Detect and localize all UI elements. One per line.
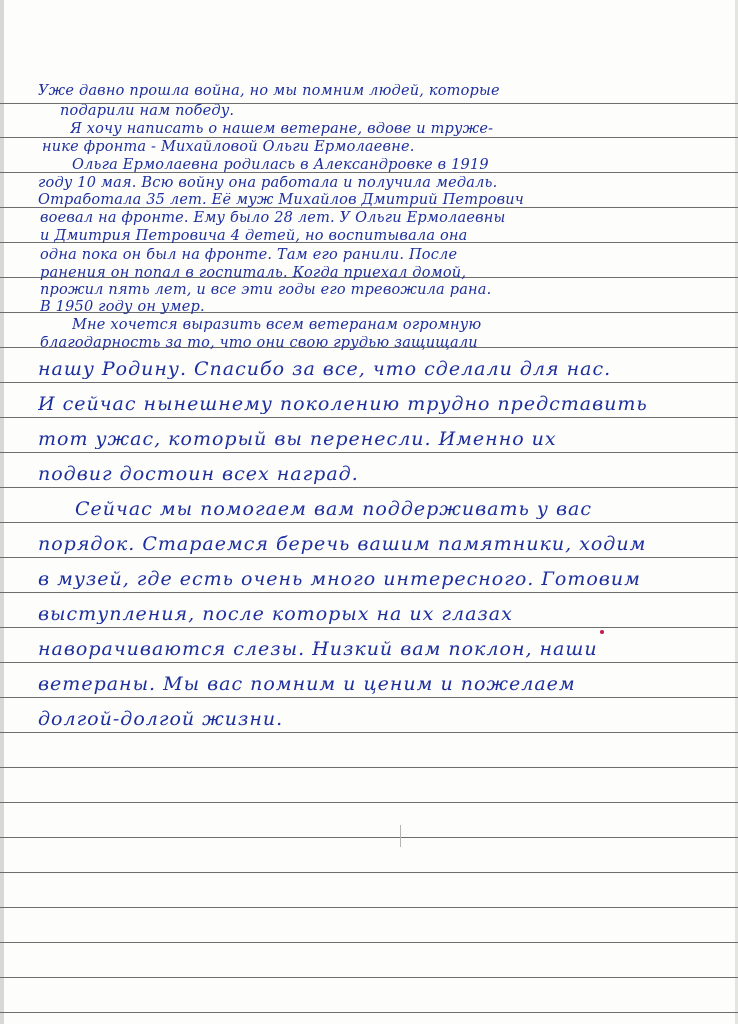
text-line-2: подарили нам победу. (60, 104, 235, 119)
text-line-19: подвиг достоин всех наград. (38, 465, 359, 484)
text-line-22: в музей, где есть очень много интересного. Готовим (38, 570, 641, 589)
ruled-line (0, 452, 738, 453)
text-line-17: И сейчас нынешнему поколению трудно представить (38, 395, 648, 414)
text-line-6: году 10 мая. Всю войну она работала и получила медаль. (38, 176, 498, 191)
ruled-line (0, 942, 738, 943)
ruled-line (0, 697, 738, 698)
text-line-25: ветераны. Мы вас помним и ценим и пожелаем (38, 675, 576, 694)
text-line-20: Сейчас мы помогаем вам поддерживать у вас (75, 500, 593, 519)
ruled-line (0, 557, 738, 558)
text-line-26: долгой-долгой жизни. (38, 710, 284, 729)
ruled-line (0, 382, 738, 383)
text-line-3: Я хочу написать о нашем ветеране, вдове и труже- (70, 122, 494, 137)
ruled-line (0, 732, 738, 733)
ruled-line (0, 837, 738, 838)
text-line-5: Ольга Ермолаевна родилась в Александровке в 1919 (72, 158, 489, 173)
ruled-line (0, 137, 738, 138)
text-line-24: наворачиваются слезы. Низкий вам поклон, наши (38, 640, 598, 659)
ruled-line (0, 522, 738, 523)
text-line-11: ранения он попал в госпиталь. Когда приехал домой, (40, 266, 467, 281)
page-left-edge (0, 0, 4, 1024)
text-line-1: Уже давно прошла война, но мы помним людей, которые (38, 84, 500, 99)
text-line-4: нике фронта - Михайловой Ольги Ермолаевне. (42, 140, 415, 155)
ruled-line (0, 802, 738, 803)
text-line-7: Отработала 35 лет. Её муж Михайлов Дмитрий Петрович (38, 193, 524, 208)
pencil-mark (400, 825, 401, 847)
ruled-line (0, 767, 738, 768)
ruled-line (0, 977, 738, 978)
ruled-line (0, 907, 738, 908)
text-line-14: Мне хочется выразить всем ветеранам огромную (72, 318, 482, 333)
text-line-12: прожил пять лет, и все эти годы его тревожила рана. (40, 283, 492, 298)
ruled-line (0, 487, 738, 488)
text-line-16: нашу Родину. Спасибо за все, что сделали для нас. (38, 360, 612, 379)
ruled-line (0, 1012, 738, 1013)
ruled-line (0, 627, 738, 628)
text-line-23: выступления, после которых на их глазах (38, 605, 513, 624)
ruled-line (0, 592, 738, 593)
text-line-15: благодарность за то, что они свою грудью защищали (40, 336, 478, 351)
ruled-line (0, 417, 738, 418)
text-line-18: тот ужас, который вы перенесли. Именно их (38, 430, 557, 449)
text-line-21: порядок. Стараемся беречь вашим памятники, ходим (38, 535, 647, 554)
text-line-13: В 1950 году он умер. (40, 300, 205, 315)
ruled-line (0, 662, 738, 663)
ruled-line (0, 872, 738, 873)
text-line-10: одна пока он был на фронте. Там его ранили. После (40, 248, 458, 263)
text-line-8: воевал на фронте. Ему было 28 лет. У Ольги Ермолаевны (40, 211, 506, 226)
text-line-9: и Дмитрия Петровича 4 детей, но воспитывала она (40, 229, 468, 244)
red-ink-dot (600, 630, 604, 634)
